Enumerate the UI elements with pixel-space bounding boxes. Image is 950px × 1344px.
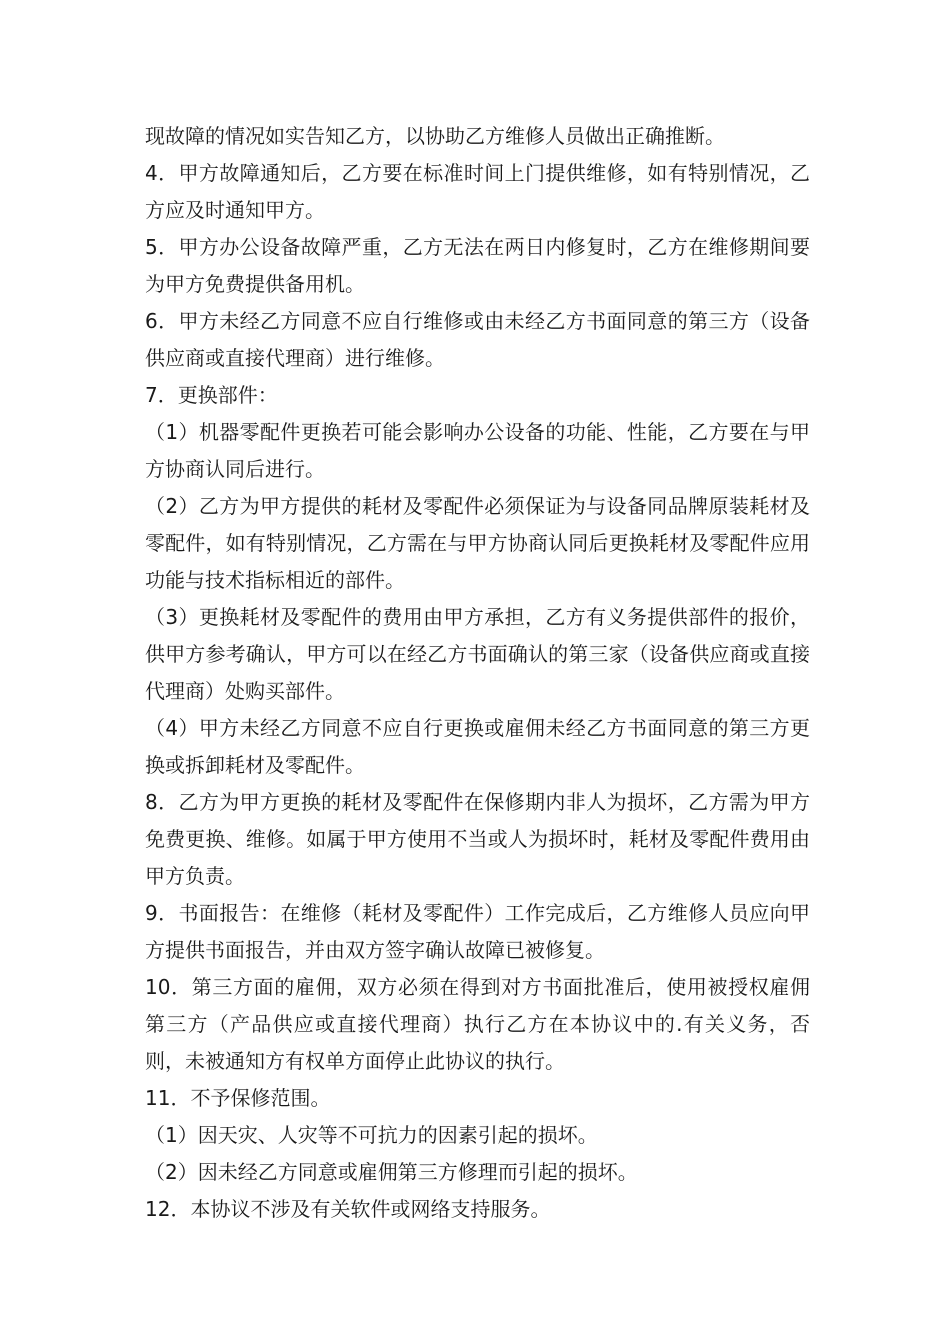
paragraph-item-10: 10．第三方面的雇佣，双方必须在得到对方书面批准后，使用被授权雇佣第三方（产品供应或直接代理商）执行乙方在本协议中的.有关义务，否则，未被通知方有权单方面停止此协议的执行。 — [145, 975, 810, 1073]
paragraph-continuation: 现故障的情况如实告知乙方，以协助乙方维修人员做出正确推断。 — [145, 124, 725, 148]
paragraph-item-7-1: （1）机器零配件更换若可能会影响办公设备的功能、性能，乙方要在与甲方协商认同后进行。 — [145, 420, 810, 481]
paragraph-item-8: 8．乙方为甲方更换的耗材及零配件在保修期内非人为损坏，乙方需为甲方免费更换、维修。如属于甲方使用不当或人为损坏时，耗材及零配件费用由甲方负责。 — [145, 790, 810, 888]
paragraph-item-11: 11．不予保修范围。 — [145, 1086, 331, 1110]
paragraph-item-12: 12．本协议不涉及有关软件或网络支持服务。 — [145, 1197, 551, 1221]
paragraph-item-11-1: （1）因天灾、人灾等不可抗力的因素引起的损坏。 — [145, 1123, 598, 1147]
paragraph-item-6: 6．甲方未经乙方同意不应自行维修或由未经乙方书面同意的第三方（设备供应商或直接代理商）进行维修。 — [145, 309, 810, 370]
paragraph-item-5: 5．甲方办公设备故障严重，乙方无法在两日内修复时，乙方在维修期间要为甲方免费提供备用机。 — [145, 235, 810, 296]
paragraph-item-11-2: （2）因未经乙方同意或雇佣第三方修理而引起的损坏。 — [145, 1160, 638, 1184]
paragraph-item-9: 9．书面报告：在维修（耗材及零配件）工作完成后，乙方维修人员应向甲方提供书面报告，并由双方签字确认故障已被修复。 — [145, 901, 810, 962]
paragraph-item-7-4: （4）甲方未经乙方同意不应自行更换或雇佣未经乙方书面同意的第三方更换或拆卸耗材及零配件。 — [145, 716, 810, 777]
paragraph-item-7-2: （2）乙方为甲方提供的耗材及零配件必须保证为与设备同品牌原装耗材及零配件，如有特别情况，乙方需在与甲方协商认同后更换耗材及零配件应用功能与技术指标相近的部件。 — [145, 494, 810, 592]
document-body — [145, 118, 810, 1228]
paragraph-item-7-3: （3）更换耗材及零配件的费用由甲方承担，乙方有义务提供部件的报价，供甲方参考确认，甲方可以在经乙方书面确认的第三家（设备供应商或直接代理商）处购买部件。 — [145, 605, 810, 703]
paragraph-item-4: 4．甲方故障通知后，乙方要在标准时间上门提供维修，如有特别情况，乙方应及时通知甲方。 — [145, 161, 810, 222]
paragraph-item-7: 7．更换部件： — [145, 383, 278, 407]
